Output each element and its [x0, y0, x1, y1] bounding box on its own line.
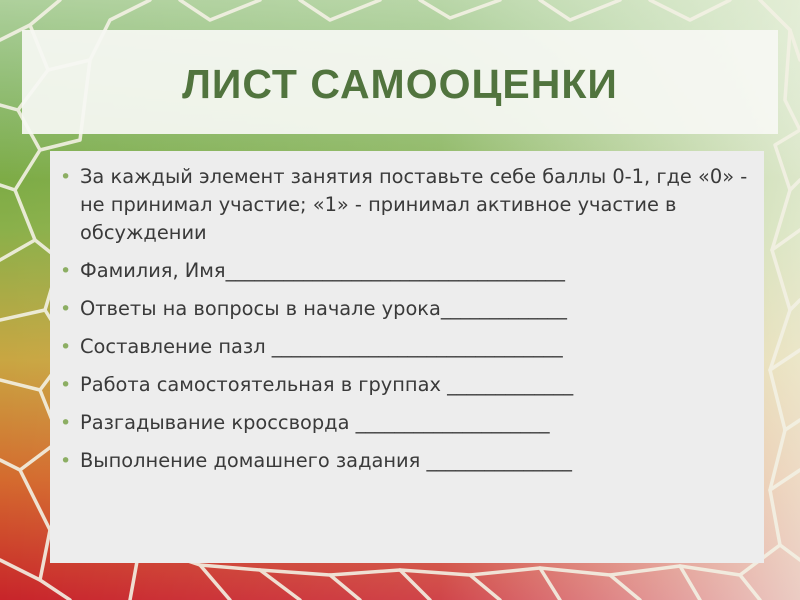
bullet-text: Работа самостоятельная в группах _____________ [80, 373, 574, 396]
bullet-item-name [60, 257, 748, 285]
bullet-item-instructions [60, 163, 748, 247]
content-box [50, 151, 764, 563]
bullet-text: Ответы на вопросы в начале урока_____________ [80, 297, 567, 320]
bullet-dot-icon: • [60, 298, 72, 320]
bullet-dot-icon: • [60, 374, 72, 396]
bullet-item-homework [60, 447, 748, 475]
bullet-list [60, 163, 748, 475]
bullet-item-puzzle [60, 333, 748, 361]
bullet-dot-icon: • [60, 260, 72, 282]
bullet-item-crossword [60, 409, 748, 437]
slide-title: ЛИСТ САМООЦЕНКИ [182, 60, 618, 107]
bullet-dot-icon: • [60, 166, 72, 188]
title-box [22, 30, 778, 134]
bullet-dot-icon: • [60, 450, 72, 472]
bullet-text: Фамилия, Имя___________________________________ [80, 259, 565, 282]
bullet-item-groupwork [60, 371, 748, 399]
bullet-dot-icon: • [60, 336, 72, 358]
bullet-text: За каждый элемент занятия поставьте себе баллы 0-1, где «0» - не принимал участие; «1» - принимал активное участие в обсуждении [80, 165, 748, 244]
bullet-text: Составление пазл ______________________________ [80, 335, 563, 358]
bullet-text: Выполнение домашнего задания _______________ [80, 449, 572, 472]
bullet-item-answers [60, 295, 748, 323]
bullet-dot-icon: • [60, 412, 72, 434]
bullet-text: Разгадывание кроссворда ____________________ [80, 411, 550, 434]
